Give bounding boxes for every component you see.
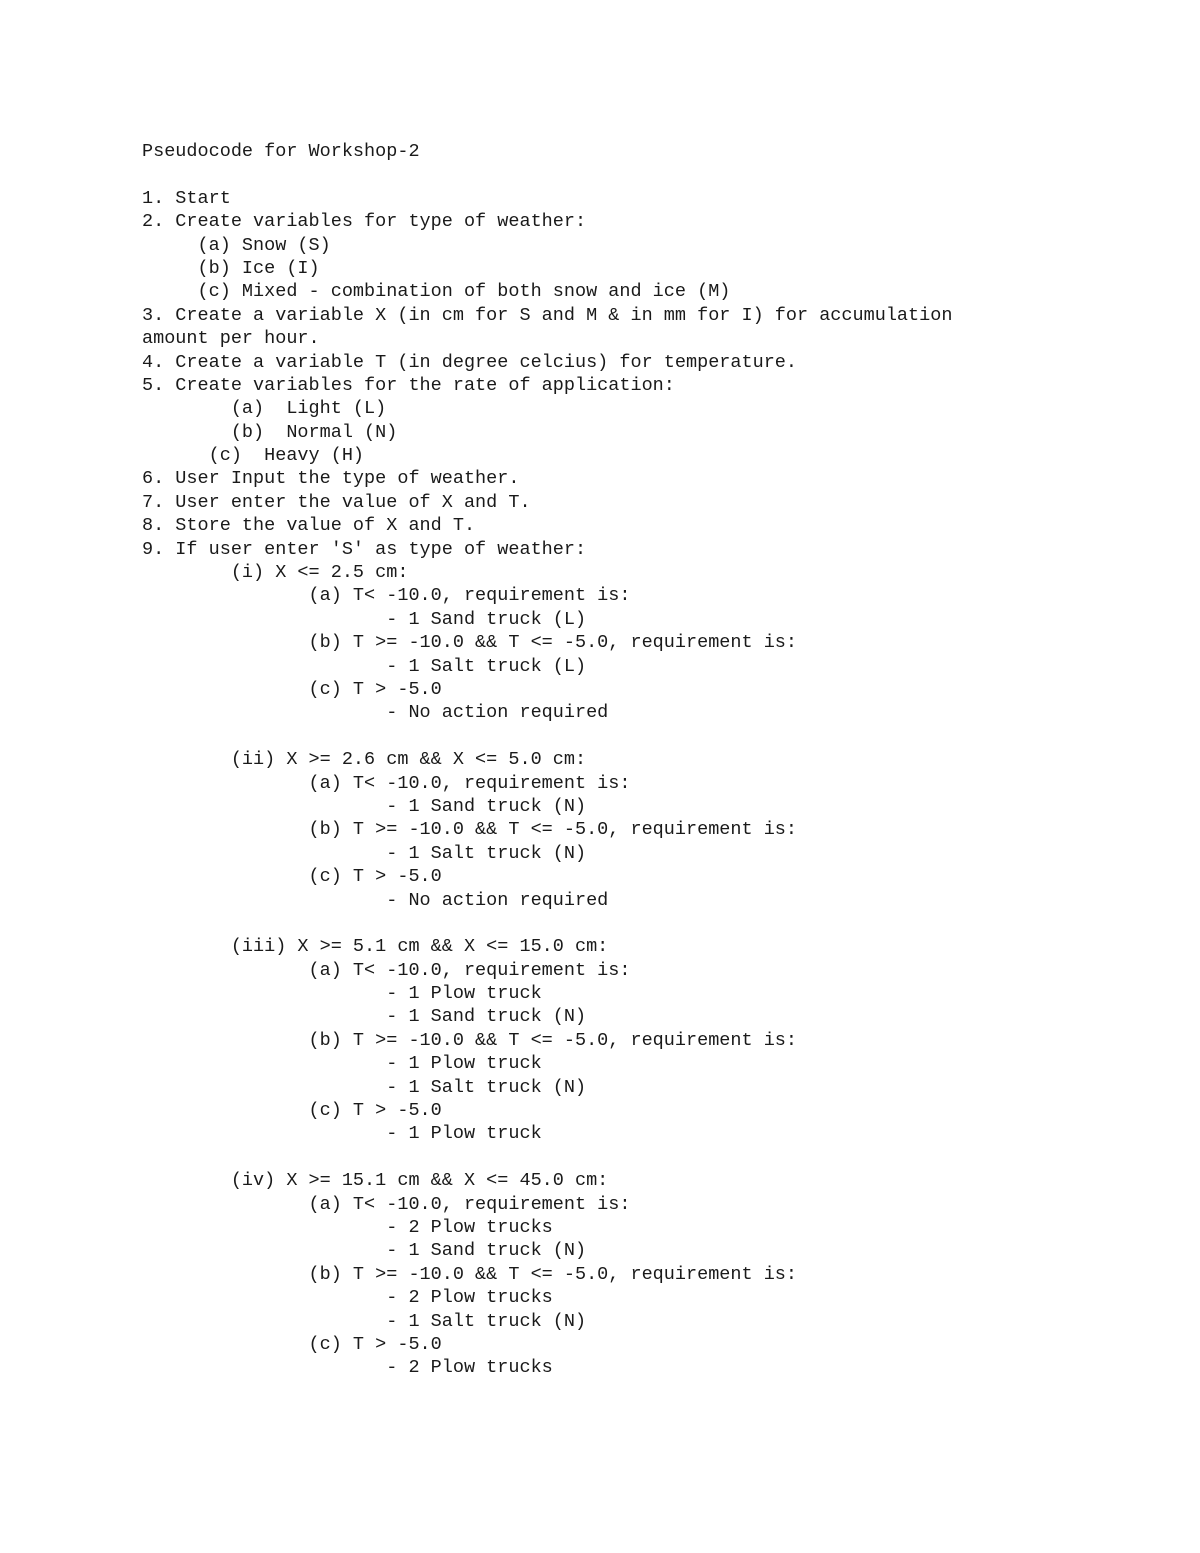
pseudocode-line: (a) T< -10.0, requirement is: [142, 772, 631, 794]
pseudocode-line: 7. User enter the value of X and T. [142, 491, 531, 513]
pseudocode-line: (a) Snow (S) [142, 234, 331, 256]
pseudocode-line: - 1 Plow truck [142, 1053, 542, 1075]
pseudocode-line: - 1 Sand truck (L) [142, 608, 587, 630]
pseudocode-line: - 1 Salt truck (N) [142, 1310, 587, 1332]
pseudocode-line: - 1 Sand truck (N) [142, 795, 587, 817]
pseudocode-line: amount per hour. [142, 328, 320, 350]
pseudocode-line: (a) T< -10.0, requirement is: [142, 959, 631, 981]
pseudocode-line: (a) T< -10.0, requirement is: [142, 1193, 631, 1215]
pseudocode-body [142, 140, 1142, 1380]
pseudocode-line: (a) Light (L) [142, 398, 387, 420]
pseudocode-line: 5. Create variables for the rate of application: [142, 374, 675, 396]
pseudocode-line [142, 912, 1142, 935]
pseudocode-line: 6. User Input the type of weather. [142, 468, 520, 490]
pseudocode-line: 3. Create a variable X (in cm for S and M & in mm for I) for accumulation [142, 304, 953, 326]
pseudocode-line: (iii) X >= 5.1 cm && X <= 15.0 cm: [142, 936, 609, 958]
pseudocode-line: - 1 Sand truck (N) [142, 1240, 587, 1262]
pseudocode-line: (iv) X >= 15.1 cm && X <= 45.0 cm: [142, 1170, 609, 1192]
pseudocode-line: - 1 Salt truck (L) [142, 655, 587, 677]
pseudocode-line: (i) X <= 2.5 cm: [142, 562, 409, 584]
pseudocode-line: - 1 Plow truck [142, 983, 542, 1005]
document-title: Pseudocode for Workshop-2 [142, 141, 420, 162]
pseudocode-line: - 1 Salt truck (N) [142, 1076, 587, 1098]
pseudocode-line: (c) T > -5.0 [142, 679, 442, 700]
pseudocode-line: (c) T > -5.0 [142, 1100, 442, 1122]
pseudocode-line: 1. Start [142, 187, 231, 209]
pseudocode-line: (b) T >= -10.0 && T <= -5.0, requirement is: [142, 1263, 798, 1285]
pseudocode-line: - 1 Salt truck (N) [142, 842, 587, 864]
pseudocode-line: (b) Normal (N) [142, 421, 398, 443]
pseudocode-line: (c) T > -5.0 [142, 1333, 442, 1355]
pseudocode-line: - 2 Plow trucks [142, 1216, 553, 1238]
pseudocode-line: 4. Create a variable T (in degree celcius) for temperature. [142, 351, 798, 373]
pseudocode-line: - No action required [142, 702, 609, 724]
pseudocode-line: 8. Store the value of X and T. [142, 515, 476, 537]
pseudocode-line [142, 725, 1142, 748]
pseudocode-line: (b) T >= -10.0 && T <= -5.0, requirement is: [142, 819, 798, 841]
pseudocode-line: - No action required [142, 889, 609, 911]
pseudocode-line: (ii) X >= 2.6 cm && X <= 5.0 cm: [142, 749, 587, 771]
pseudocode-line: 2. Create variables for type of weather: [142, 211, 587, 233]
pseudocode-line: - 2 Plow trucks [142, 1287, 553, 1309]
pseudocode-line: - 1 Sand truck (N) [142, 1006, 587, 1028]
pseudocode-line: (a) T< -10.0, requirement is: [142, 585, 631, 607]
pseudocode-lines [142, 187, 1142, 1380]
pseudocode-line: (c) Heavy (H) [142, 445, 365, 467]
pseudocode-line: - 1 Plow truck [142, 1123, 542, 1145]
pseudocode-line: (b) T >= -10.0 && T <= -5.0, requirement is: [142, 632, 798, 654]
pseudocode-line: (b) T >= -10.0 && T <= -5.0, requirement is: [142, 1029, 798, 1051]
pseudocode-line: (b) Ice (I) [142, 257, 320, 279]
pseudocode-line: - 2 Plow trucks [142, 1357, 553, 1379]
pseudocode-line [142, 1146, 1142, 1169]
pseudocode-line: (c) T > -5.0 [142, 866, 442, 888]
pseudocode-line: (c) Mixed - combination of both snow and ice (M) [142, 281, 731, 303]
pseudocode-line: 9. If user enter 'S' as type of weather: [142, 538, 587, 560]
